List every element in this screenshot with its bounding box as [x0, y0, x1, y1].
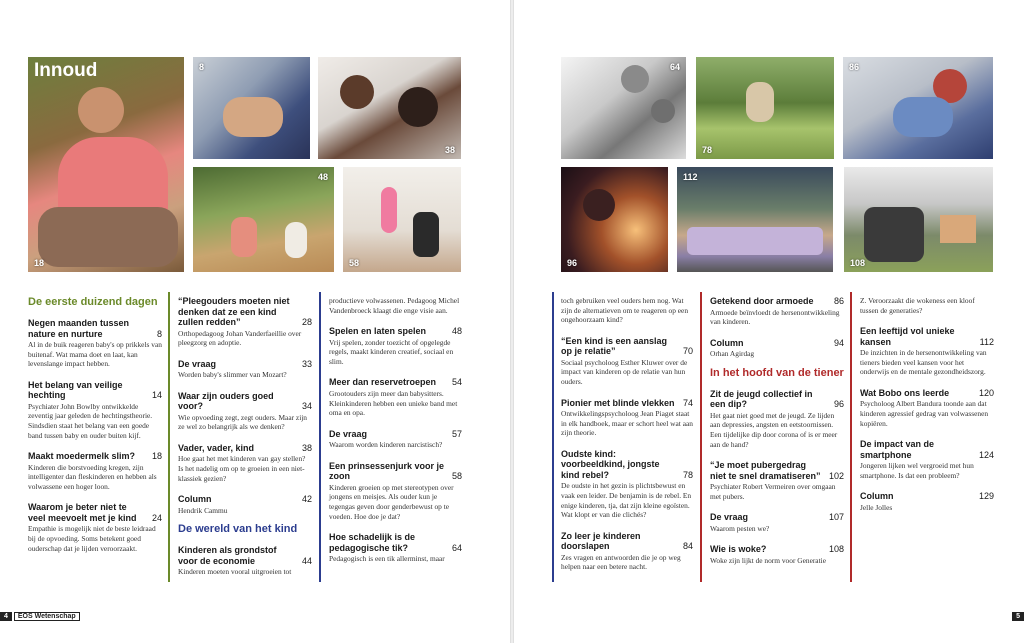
- toc-entry[interactable]: [178, 443, 312, 483]
- toc-entry[interactable]: [710, 544, 844, 565]
- entry-desc: Al in de buik reageren baby's op prikkels van buitenaf. Wat mama doet en laat, kan levenslange impact hebben.: [28, 340, 162, 369]
- photo-children-playing: [193, 167, 334, 272]
- toc-entry[interactable]: [178, 359, 312, 380]
- entry-page: 34: [301, 401, 312, 412]
- entry-title: Getekend door armoede: [710, 296, 814, 306]
- entry-desc: Vrij spelen, zonder toezicht of opgelegde regels, maakt kinderen creatief, sociaal en slim.: [329, 337, 454, 366]
- entry-page: 108: [828, 544, 844, 555]
- toc-column-4: [561, 296, 693, 583]
- toc-entry[interactable]: [860, 388, 994, 428]
- entry-title: De vraag: [329, 428, 368, 439]
- toc-entry[interactable]: [329, 429, 462, 450]
- toc-column-5: [710, 296, 844, 577]
- left-page: [0, 0, 510, 643]
- footer-left: [0, 612, 80, 621]
- entry-title: Een leeftijd vol unieke kansen: [860, 326, 955, 347]
- entry-title: Column: [178, 494, 212, 505]
- entry-desc: Waarom worden kinderen narcistisch?: [329, 440, 443, 450]
- entry-title: Vader, vader, kind: [178, 442, 255, 453]
- entry-title: Negen maanden tussen nature en nurture: [28, 318, 130, 339]
- entry-desc: Orhan Agirdag: [710, 349, 755, 359]
- photo-family-bed: [318, 57, 461, 159]
- entry-page: 48: [451, 326, 462, 337]
- entry-title: Hoe schadelijk is de pedagogische tik?: [329, 532, 416, 553]
- entry-desc: Jongeren lijken wel vergroeid met hun smartphone. Is dat een probleem?: [860, 461, 974, 480]
- toc-entry[interactable]: [28, 451, 162, 491]
- photo-teen-reading: [561, 167, 668, 272]
- entry-page: 18: [151, 451, 162, 462]
- entry-desc: Sociaal psycholoog Esther Kluwer over de impact van kinderen op de relatie van hun ouders.: [561, 357, 688, 386]
- toc-entry[interactable]: [178, 391, 312, 432]
- entry-desc: Hoe gaat het met kinderen van gay stellen? Is het nadelig om op te groeien in een niet-klassiek gezien?: [178, 454, 306, 483]
- entry-page: 112: [979, 336, 994, 347]
- footer-page-number: 4: [0, 612, 12, 621]
- continued-text: productieve volwassenen. Pedagoog Michel Vandenbroeck klaagt die enge visie aan.: [329, 296, 460, 315]
- toc-entry[interactable]: [28, 502, 162, 553]
- toc-entry[interactable]: [860, 491, 994, 512]
- toc-column-3: [329, 296, 462, 575]
- footer-publication: EOS Wetenschap: [14, 612, 80, 621]
- page-number-label: 96: [567, 258, 578, 268]
- entry-page: 33: [301, 358, 312, 369]
- page-number-label: 78: [702, 145, 713, 155]
- entry-desc: Worden baby's slimmer van Mozart?: [178, 370, 287, 380]
- entry-desc: Psycholoog Albert Bandura toonde aan dat kinderen agressief gedrag van volwassenen kopiëren.: [860, 399, 989, 428]
- toc-entry[interactable]: [561, 449, 693, 520]
- entry-page: 58: [451, 471, 462, 482]
- entry-title: Een prinsessenjurk voor je zoon: [329, 460, 445, 482]
- photo-forest-family: [696, 57, 834, 159]
- entry-page: 86: [833, 296, 844, 306]
- entry-desc: Psychiater John Bowlby ontwikkelde zeventig jaar geleden de hechtingstheorie. Sindsdien staat het belang van een goede band tussen baby en ouder buiten kijf.: [28, 401, 153, 440]
- toc-entry[interactable]: [710, 338, 844, 359]
- toc-entry[interactable]: [860, 439, 994, 480]
- entry-page: 124: [978, 449, 994, 460]
- entry-page: 102: [828, 470, 844, 481]
- photo-mother-baby: [843, 57, 993, 159]
- page-number-label: 112: [683, 172, 698, 182]
- toc-entry[interactable]: [178, 494, 312, 515]
- entry-title: Wie is woke?: [710, 544, 767, 555]
- photo-child-tablet: [193, 57, 310, 159]
- entry-title: Spelen en laten spelen: [329, 326, 427, 337]
- entry-page: 129: [978, 491, 994, 502]
- right-page: [514, 0, 1024, 643]
- photo-father-son-bw: [561, 57, 686, 159]
- photo-protest: [844, 167, 993, 272]
- toc-entry[interactable]: [329, 326, 462, 366]
- entry-title: Oudste kind: voorbeeldkind, jongste kind rebel?: [561, 448, 660, 480]
- column-rule: [168, 292, 170, 582]
- entry-title: Waarom je beter niet te veel meevoelt met je kind: [28, 502, 137, 523]
- continued-text: Z. Veroorzaakt die wokeness een kloof tussen de generaties?: [860, 296, 975, 315]
- entry-title: Column: [860, 491, 894, 502]
- entry-page: 94: [833, 337, 844, 348]
- entry-page: 96: [833, 399, 844, 410]
- column-rule: [319, 292, 321, 582]
- section-heading-first-thousand-days: De eerste duizend dagen: [28, 296, 158, 308]
- toc-entry[interactable]: [28, 380, 162, 440]
- entry-desc: De oudste in het gezin is plichtsbewust en vaak een leider. De benjamin is de rebel. En enige kinderen, tja, dat zijn kleine egoïsten. Wat klopt er van die clichés?: [561, 481, 692, 520]
- page-number-label: 108: [850, 258, 866, 268]
- entry-page: 84: [682, 541, 693, 552]
- entry-page: 54: [451, 377, 462, 388]
- entry-title: Column: [710, 337, 744, 348]
- footer-right: [1012, 612, 1024, 621]
- entry-page: 24: [151, 512, 162, 523]
- toc-entry[interactable]: [561, 336, 693, 387]
- entry-desc: Kinderen die borstvoeding kregen, zijn intelligenter dan fleskinderen en hebben als volwassene een hoger loon.: [28, 462, 157, 491]
- entry-desc: Woke zijn lijkt de norm voor Generatie: [710, 555, 826, 565]
- toc-entry[interactable]: [561, 398, 693, 438]
- section-heading-world-of-child: De wereld van het kind: [178, 523, 298, 536]
- entry-page: 14: [151, 390, 162, 401]
- entry-desc: Zes vragen en antwoorden die je op weg helpen naar een betere nacht.: [561, 552, 681, 572]
- toc-entry[interactable]: [329, 461, 462, 521]
- entry-title: Maakt moedermelk slim?: [28, 451, 136, 462]
- page-number-label: 58: [349, 258, 360, 268]
- photo-teens-sofa: [677, 167, 833, 272]
- entry-page: 28: [301, 317, 312, 327]
- page-number-label: 64: [669, 62, 680, 72]
- entry-title: “Pleegouders moeten niet denken dat ze een kind zullen redden”: [178, 296, 290, 327]
- toc-entry[interactable]: [710, 296, 844, 327]
- entry-title: De vraag: [710, 512, 749, 523]
- entry-desc: De inzichten in de hersenontwikkeling van tieners bieden veel kansen voor het onderwijs en de mentale gezondheidszorg.: [860, 348, 987, 377]
- page-number-label: 48: [317, 172, 328, 182]
- entry-page: 74: [682, 397, 693, 408]
- entry-desc: Het gaat niet goed met de jeugd. Ze lijden aan depressies, angsten en eetstoornissen. Een tijdelijke dip door corona of is er meer aan de hand?: [710, 410, 838, 449]
- toc-entry[interactable]: [28, 318, 162, 369]
- entry-page: 42: [301, 494, 312, 505]
- toc-entry[interactable]: [178, 296, 312, 348]
- entry-page: 44: [301, 555, 312, 566]
- entry-title: Wat Bobo ons leerde: [860, 387, 950, 398]
- entry-title: Zo leer je kinderen doorslapen: [561, 530, 641, 552]
- continued-text: toch gebruiken veel ouders hem nog. Wat zijn de alternatieven om te reageren op een ongehoorzaam kind?: [561, 296, 689, 325]
- entry-page: 57: [451, 428, 462, 439]
- entry-page: 38: [301, 442, 312, 453]
- entry-title: Kinderen als grondstof voor de economie: [178, 545, 277, 566]
- entry-page: 70: [682, 346, 693, 357]
- entry-title: Meer dan reservetroepen: [329, 377, 437, 388]
- toc-entry[interactable]: [178, 545, 312, 577]
- column-rule: [700, 292, 702, 582]
- entry-desc: Hendrik Cammu: [178, 505, 228, 515]
- page-title: Innoud: [34, 60, 98, 81]
- column-rule: [850, 292, 852, 582]
- entry-desc: Ontwikkelingspsycholoog Jean Piaget staat in elk handboek, maar er schort heel wat aan zijn theorie.: [561, 409, 693, 438]
- entry-page: 8: [156, 328, 162, 339]
- entry-desc: Armoede beïnvloedt de hersenontwikkeling van kinderen.: [710, 307, 840, 327]
- entry-desc: Pedagogisch is een tik allerminst, maar: [329, 554, 445, 564]
- column-rule: [552, 292, 554, 582]
- page-number-label: 18: [34, 258, 45, 268]
- entry-desc: Empathie is mogelijk niet de beste leidraad bij de opvoeding. Soms betekent goed ouderschap dat je lijden veroorzaakt.: [28, 524, 156, 553]
- footer-page-number: 5: [1012, 612, 1024, 621]
- entry-desc: Wie opvoeding zegt, zegt ouders. Maar zijn ze wel zo belangrijk als we denken?: [178, 412, 307, 432]
- entry-title: De impact van de smartphone: [860, 439, 935, 460]
- entry-page: 120: [978, 387, 994, 398]
- entry-title: “Een kind is een aanslag op je relatie”: [561, 335, 668, 357]
- toc-entry[interactable]: [710, 512, 844, 533]
- toc-column-1: [28, 296, 162, 564]
- toc-entry[interactable]: [710, 460, 844, 501]
- toc-column-6: [860, 296, 994, 524]
- entry-desc: Kinderen groeien op met stereotypen over jongens en meisjes. Als ouder kun je tegengas geven door genderbewust op te voeden. Hoe doe je dat?: [329, 482, 454, 521]
- entry-title: De vraag: [178, 358, 217, 369]
- page-number-label: 8: [199, 62, 205, 72]
- entry-title: Het belang van veilige hechting: [28, 379, 123, 401]
- page-number-label: 38: [444, 145, 455, 155]
- entry-title: Zit de jeugd collectief in een dip?: [710, 388, 813, 410]
- toc-column-2: [178, 296, 312, 588]
- entry-desc: Orthopedagoog Johan Vanderfaeillie over pleegzorg en adoptie.: [178, 328, 302, 348]
- toc-entry[interactable]: [561, 531, 693, 572]
- entry-page: 107: [828, 512, 844, 523]
- toc-entry[interactable]: [329, 532, 462, 564]
- section-heading-teen-mind: In het hoofd van de tiener: [710, 366, 844, 379]
- entry-title: “Je moet pubergedrag niet te snel dramatiseren”: [710, 460, 821, 481]
- entry-page: 78: [682, 469, 693, 480]
- entry-desc: Jelle Jolles: [860, 502, 893, 512]
- toc-entry[interactable]: [710, 389, 844, 449]
- toc-entry[interactable]: [860, 326, 994, 377]
- entry-desc: Waarom pesten we?: [710, 523, 770, 533]
- entry-page: 64: [451, 542, 462, 553]
- photo-breastfeeding: [28, 57, 184, 272]
- entry-desc: Kinderen moeten vooral uitgroeien tot: [178, 567, 292, 577]
- entry-desc: Psychiater Robert Vermeiren over omgaan met pubers.: [710, 482, 836, 501]
- entry-title: Waar zijn ouders goed voor?: [178, 390, 274, 412]
- photo-toddlers-dressup: [343, 167, 461, 272]
- page-number-label: 86: [849, 62, 860, 72]
- entry-desc: Grootouders zijn meer dan babysitters. Kleinkinderen hebben een unieke band met oma en opa.: [329, 388, 458, 418]
- entry-title: Pionier met blinde vlekken: [561, 397, 675, 408]
- toc-entry[interactable]: [329, 377, 462, 417]
